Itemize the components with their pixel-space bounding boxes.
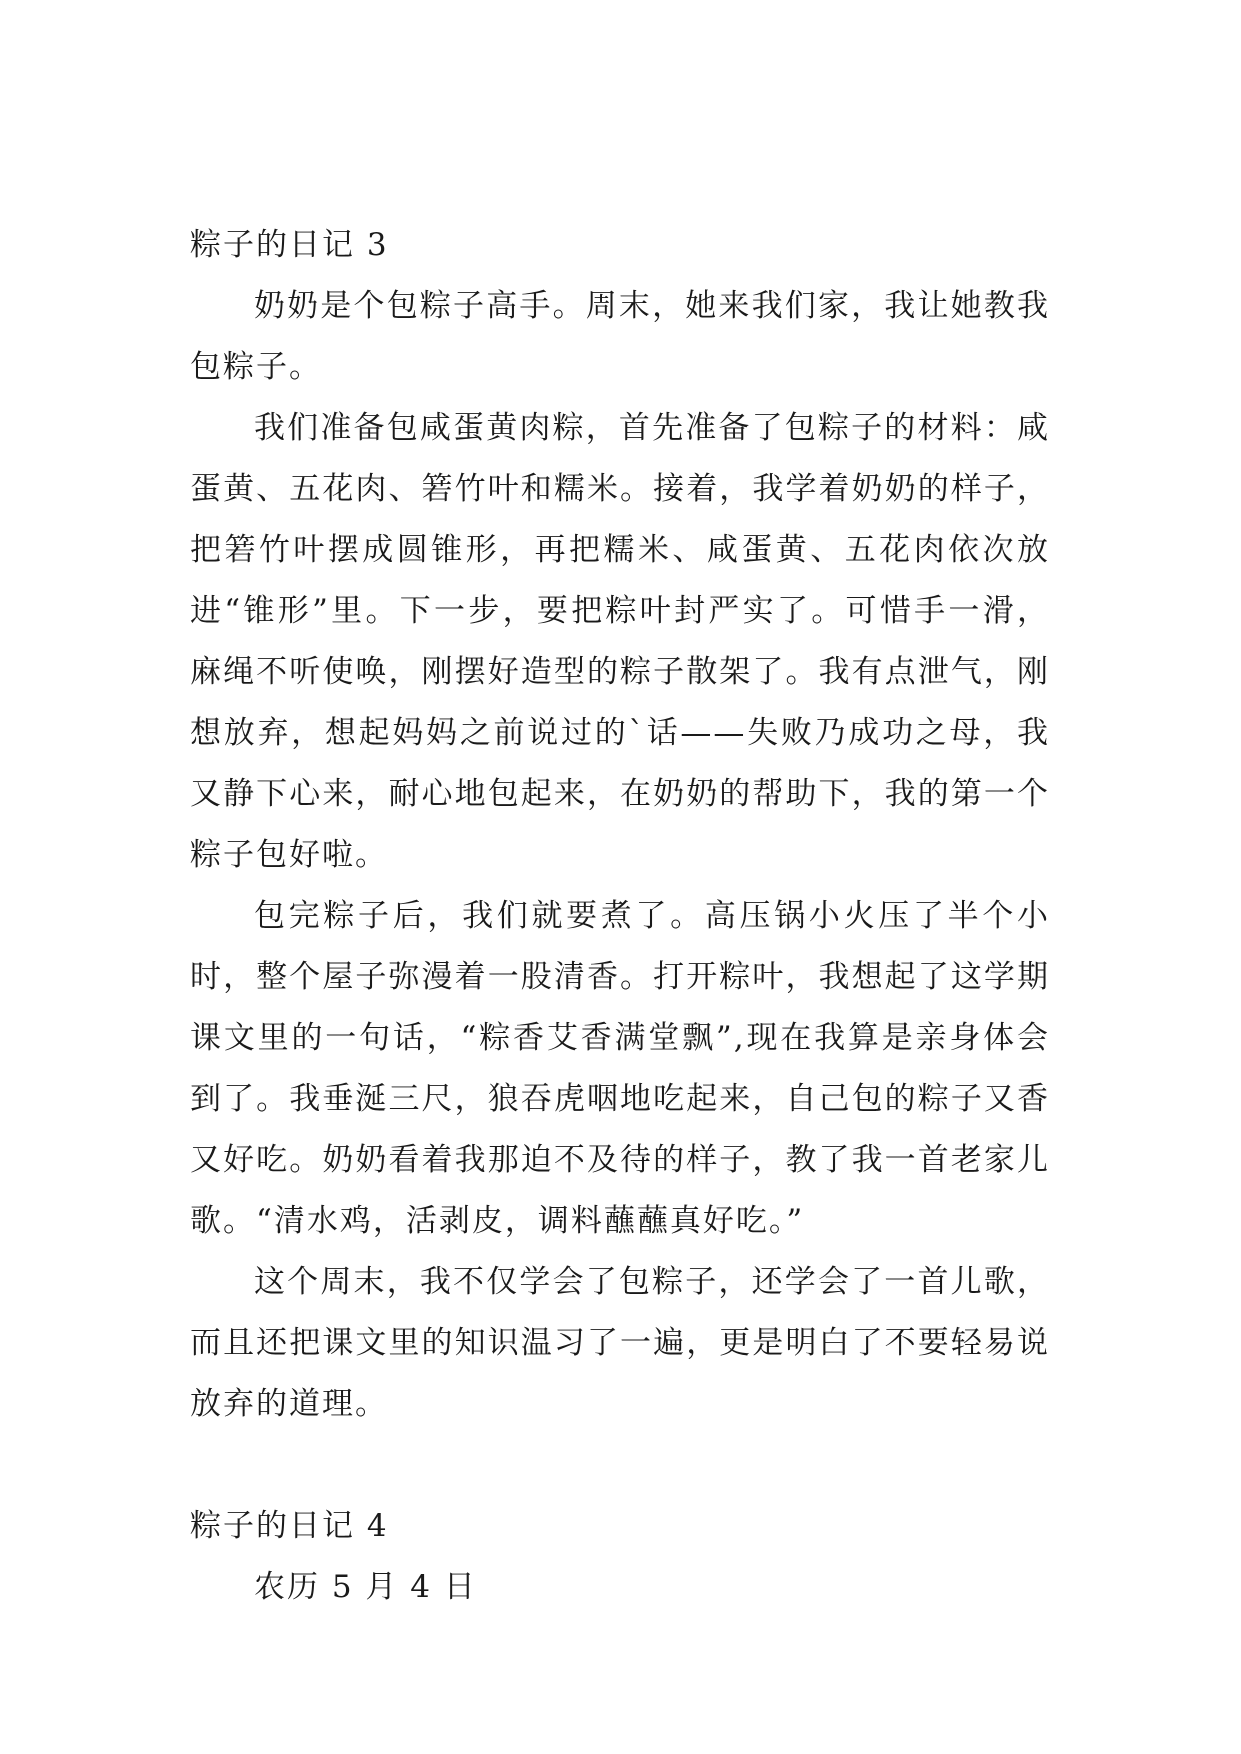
paragraph: 我们准备包咸蛋黄肉粽，首先准备了包粽子的材料：咸蛋黄、五花肉、箬竹叶和糯米。接着，我学着奶奶的样子，把箬竹叶摆成圆锥形，再把糯米、咸蛋黄、五花肉依次放进“锥形”里。下一步，要把粽叶封严实了。可惜手一滑，麻绳不听使唤，刚摆好造型的粽子散架了。我有点泄气，刚想放弃，想起妈妈之前说过的`话——失败乃成功之母，我又静下心来，耐心地包起来，在奶奶的帮助下，我的第一个粽子包好啦。 [190, 410, 1050, 873]
paragraph: 奶奶是个包粽子高手。周末，她来我们家，我让她教我包粽子。 [190, 288, 1050, 385]
diary-title-4: 粽子的日记 4 [190, 1508, 389, 1544]
diary-title-3: 粽子的日记 3 [190, 227, 389, 263]
paragraph: 这个周末，我不仅学会了包粽子，还学会了一首儿歌，而且还把课文里的知识温习了一遍，更是明白了不要轻易说放弃的道理。 [190, 1264, 1050, 1422]
diary-date: 农历 5 月 4 日 [254, 1569, 477, 1605]
paragraph: 包完粽子后，我们就要煮了。高压锅小火压了半个小时，整个屋子弥漫着一股清香。打开粽叶，我想起了这学期课文里的一句话，“粽香艾香满堂飘”,现在我算是亲身体会到了。我垂涎三尺，狼吞虎咽地吃起来，自己包的粽子又香又好吃。奶奶看着我那迫不及待的样子，教了我一首老家儿歌。“清水鸡，活剥皮，调料蘸蘸真好吃。” [190, 898, 1050, 1239]
section-spacer [190, 1435, 1050, 1496]
document-body [190, 215, 1050, 1618]
